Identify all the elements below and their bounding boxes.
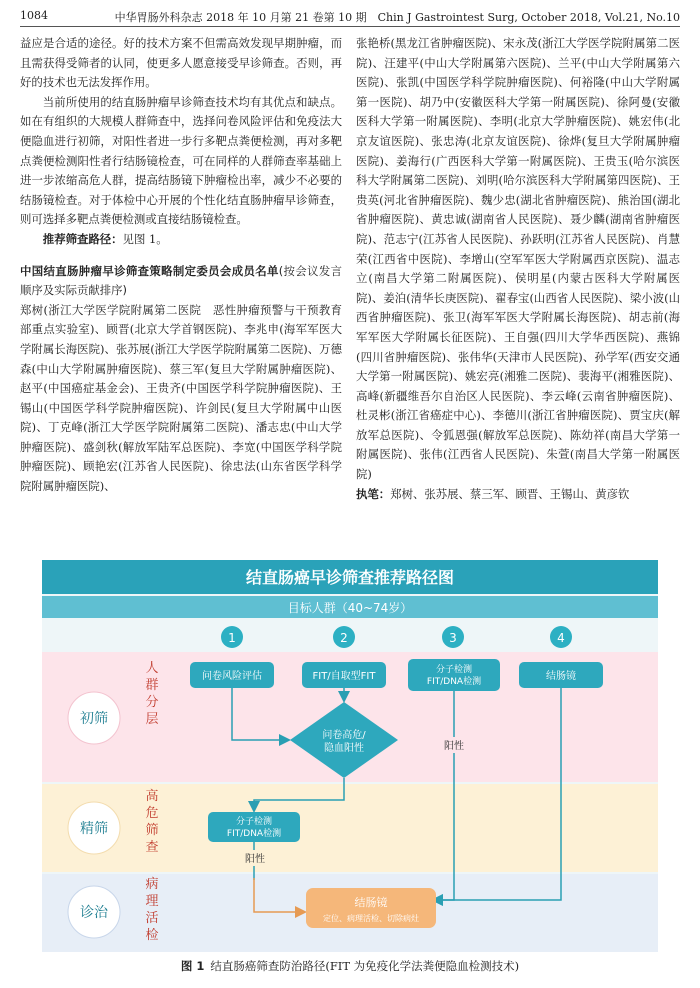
stage-badge-initial: 初筛 xyxy=(80,711,108,727)
svg-text:4: 4 xyxy=(557,631,565,645)
stage-vertical-diagnosis: 病理活检 xyxy=(145,877,159,943)
header-rule xyxy=(20,26,680,27)
svg-text:问卷风险评估: 问卷风险评估 xyxy=(202,671,262,682)
page-header xyxy=(20,6,680,26)
committee-heading-line xyxy=(20,262,342,301)
writers-label: 执笔： xyxy=(356,486,391,501)
positive-label: 阳性 xyxy=(245,854,265,865)
screening-pathway-figure xyxy=(42,560,658,952)
left-column xyxy=(20,34,342,497)
figure-caption xyxy=(20,958,680,974)
target-population: 目标人群（40~74岁） xyxy=(287,601,413,615)
svg-text:3: 3 xyxy=(449,631,457,645)
recommendation-label: 推荐筛查路径： xyxy=(42,231,123,246)
committee-note: (按会议发言顺序及实际贡献排序) xyxy=(20,263,342,298)
caption-label: 图 1 xyxy=(180,959,205,973)
step-2 xyxy=(333,626,355,648)
svg-text:问卷高危/隐血阳性: 问卷高危/隐血阳性 xyxy=(322,730,366,754)
recommendation-line xyxy=(20,230,342,250)
step-4 xyxy=(550,626,572,648)
recommendation-text: 见图 1。 xyxy=(122,231,168,246)
paragraph: 当前所使用的结直肠肿瘤早诊筛查技术均有其优点和缺点。如在有组织的大规模人群筛查中，选择问卷风险评估和免疫法大便隐血进行初筛，对阳性者进一步行多靶点粪便检测，再对多靶点粪便检测阳性者行结肠镜检查，可在同样的人群筛查率基础上进一步浓缩高危人群，提高结肠镜下肿瘤检出率，减少不必要的结肠镜检查。对于体检中心开展的个性化结直肠肿瘤早诊筛查，则可选择多靶点粪便检测或直接结肠镜检查。 xyxy=(20,94,342,227)
writers-line xyxy=(356,485,680,505)
journal-info: 中华胃肠外科杂志 2018 年 10 月第 21 卷第 10 期 Chin J Gastrointest Surg, October 2018, Vol.21, No.10 xyxy=(114,11,680,24)
final-box-sub: 定位、病理活检、切除病灶 xyxy=(323,914,419,923)
figure-title: 结直肠癌早诊筛查推荐路径图 xyxy=(245,568,455,587)
step-1 xyxy=(221,626,243,648)
stage-vertical-fine: 高危筛查 xyxy=(145,789,159,855)
right-column xyxy=(356,34,680,504)
svg-text:分子检测FIT/DNA检测: 分子检测 FIT/DNA检测 xyxy=(226,817,282,839)
caption-text: 结直肠癌筛查防治路径(FIT 为免疫化学法粪便隐血检测技术) xyxy=(210,959,520,973)
svg-text:1: 1 xyxy=(228,631,236,645)
band-fine xyxy=(42,784,658,872)
writers: 郑树、张苏展、蔡三军、顾晋、王锡山、黄彦钦 xyxy=(390,486,630,501)
committee-members-continued: 张艳桥(黑龙江省肿瘤医院)、宋永茂(浙江大学医学院附属第二医院)、汪建平(中山大学附属第六医院)、兰平(中山大学附属第六医院)、张凯(中国医学科学院肿瘤医院)、何裕隆(中山大学附属第一医院)、胡乃中(安徽医科大学第一附属医院)、徐阿曼(安徽医科大学第一附属医院)、李明(北京大学肿瘤医院)、姚宏伟(北京友谊医院)、张忠涛(北京友谊医院)、徐烨(复旦大学附属肿瘤医院)、姜海行(广西医科大学第一附属医院)、王贵玉(哈尔滨医科大学附属第二医院)、刘明(哈尔滨医科大学附属第四医院)、王贵英(河北省肿瘤医院)、魏少忠(湖北省肿瘤医院)、熊治国(湖北省肿瘤医院)、黄忠诚(湖南省人民医院)、聂少麟(湖南省肿瘤医院)、范志宁(江苏省人民医院)、孙跃明(江苏省人民医院)、肖慧荣(江西省中医院)、李增山(空军军医大学附属西京医院)、温志立(南昌大学第二附属医院)、侯明星(内蒙古医科大学附属医院)、姜泊(清华长庚医院)、翟春宝(山西省人民医院)、梁小波(山西省肿瘤医院)、张卫(海军军医大学附属长海医院)、胡志前(海军军医大学附属长征医院)、王自强(四川大学华西医院)、燕锦(四川省肿瘤医院)、张伟华(天津市人民医院)、孙学军(西安交通大学第一附属医院)、姚宏亮(湘雅二医院)、裴海平(湘雅医院)、高峰(新疆维吾尔自治区人民医院)、李云峰(云南省肿瘤医院)、杜灵彬(浙江省癌症中心)、李德川(浙江省肿瘤医院)、贾宝庆(解放军总医院)、令狐恩强(解放军总医院)、陈幼祥(南昌大学第一附属医院)、张伟(江西省人民医院)、朱萱(南昌大学第一附属医院) xyxy=(356,36,680,482)
page-number: 1084 xyxy=(20,9,48,22)
step-3 xyxy=(442,626,464,648)
svg-text:结肠镜: 结肠镜 xyxy=(546,671,576,682)
svg-text:FIT/自取型FIT: FIT/自取型FIT xyxy=(312,671,376,682)
stage-badge-diagnosis: 诊治 xyxy=(80,905,108,921)
committee-members: 郑树(浙江大学医学院附属第二医院 恶性肿瘤预警与干预教育部重点实验室)、顾晋(北京大学首钢医院)、李兆申(海军军医大学附属长海医院)、张苏展(浙江大学医学院附属第二医院)、万德森(中山大学附属肿瘤医院)、蔡三军(复旦大学附属肿瘤医院)、赵平(中国癌症基金会)、王贵齐(中国医学科学院肿瘤医院)、王锡山(中国医学科学院肿瘤医院)、许剑民(复旦大学附属中山医院)、丁克峰(浙江大学医学院附属第二医院)、潘志忠(中山大学肿瘤医院)、盛剑秋(解放军陆军总医院)、李宽(中国医学科学院肿瘤医院)、顾艳宏(江苏省人民医院)、徐忠法(山东省医学科学院附属肿瘤医院)、 xyxy=(20,302,342,494)
paragraph: 益应是合适的途径。好的技术方案不但需高效发现早期肿瘤，而且需获得受筛者的认同，使更多人愿意接受早诊筛查。否则，再好的技术也无法发挥作用。 xyxy=(20,36,342,90)
stage-badge-fine: 精筛 xyxy=(80,821,108,837)
svg-text:分子检测FIT/DNA检测: 分子检测 FIT/DNA检测 xyxy=(426,665,482,687)
committee-heading: 中国结直肠肿瘤早诊筛查策略制定委员会成员名单 xyxy=(20,263,279,278)
svg-text:2: 2 xyxy=(340,631,348,645)
stage-vertical-initial: 人群分层 xyxy=(145,661,159,727)
final-box-label: 结肠镜 xyxy=(354,896,388,909)
pathway-diagram xyxy=(42,560,658,952)
positive-label: 阳性 xyxy=(444,741,464,752)
